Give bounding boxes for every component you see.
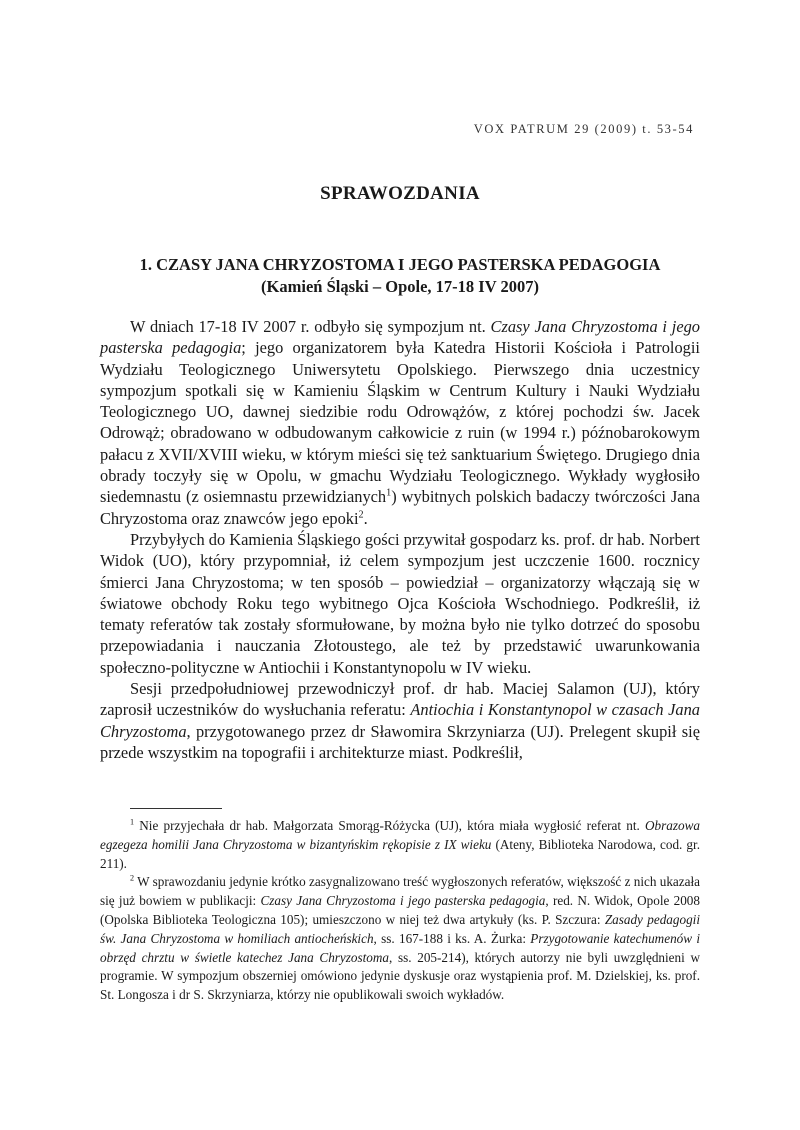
footnote-number: 2	[130, 874, 135, 883]
body-paragraph	[100, 316, 700, 529]
text-run: .	[363, 508, 368, 528]
footnote-number: 1	[130, 817, 135, 827]
text-run: , ss. 167-188 i ks. A. Żurka:	[373, 930, 531, 946]
article-title	[100, 254, 700, 298]
text-run: , red. N. Widok, Opole 2008 (Opolska Biblioteka Teologiczna 105); umieszczono w niej też dwa artykuły (ks. P. Szczura:	[100, 893, 700, 927]
running-head: VOX PATRUM 29 (2009) t. 53-54	[473, 122, 694, 136]
text-run: , ss. 205-214), których autorzy nie byli uwzględnieni w programie. W sympozjum obszerniej omówiono jedynie dyskusje oraz wystąpienia prof. M. Dzielskiej, ks. prof. St. Longosza i dr S. Skrzyniarza, którzy nie opublikowali swoich wykładów.	[100, 949, 700, 1003]
text-run: Nie przyjechała dr hab. Małgorzata Smorąg-Różycka (UJ), która miała wygłosić referat nt.	[134, 818, 646, 833]
article-title-ref: Przygotowanie katechumenów i obrzęd chrztu w świetle katechez Jana Chryzostoma	[100, 930, 700, 965]
footnote-ref[interactable]: 2	[358, 509, 364, 521]
article-title-line: 1. CZASY JANA CHRYZOSTOMA I JEGO PASTERSKA PEDAGOGIA	[139, 255, 661, 274]
article-body	[100, 316, 700, 763]
section-title: SPRAWOZDANIA	[320, 183, 480, 204]
text-run: Sesji przedpołudniowej przewodniczył prof. dr hab. Maciej Salamon (UJ), który zaprosił uczestników do wysłuchania referatu:	[100, 679, 700, 720]
footnote	[100, 873, 700, 1005]
article-title-ref: Zasady pedagogii św. Jana Chryzostoma w homiliach antiocheńskich	[100, 911, 700, 946]
text-run: , przygotowanego przez dr Sławomira Skrzyniarza (UJ). Prelegent skupił się przede wszystkim na topografii i architekturze miast. Podkreślił,	[100, 721, 700, 762]
footnote-divider	[130, 808, 222, 809]
publication-title: Czasy Jana Chryzostoma i jego pasterska pedagogia	[260, 893, 546, 909]
footnote-ref[interactable]: 1	[386, 487, 392, 499]
footnote	[100, 817, 700, 873]
body-paragraph	[100, 678, 700, 763]
text-run: ; jego organizatorem była Katedra Historii Kościoła i Patrologii Wydziału Teologicznego Uniwersytetu Opolskiego. Pierwszego dnia uczestnicy sympozjum spotkali się w Kamieniu Śląskim w Centrum Kultury i Nauki Wydziału Teologicznego UO, dawnej siedzibie rodu Odrowążów, z której pochodzi św. Jacek Odrowąż; obradowano w odbudowanym całkowicie z ruin (w 1994 r.) późnobarokowym pałacu z XVII/XVIII wieku, w którym mieści się też sanktuarium Świętego. Drugiego dnia obrady toczyły się w Opolu, w gmachu Wydziału Teologicznego. Wykłady wygłosiło siedemnastu (z osiemnastu przewidzianych	[100, 338, 700, 507]
footnotes	[100, 817, 700, 1005]
body-paragraph: Przybyłych do Kamienia Śląskiego gości przywitał gospodarz ks. prof. dr hab. Norbert Widok (UO), który przypomniał, iż celem sympozjum jest uczczenie 1600. rocznicy śmierci Jana Chryzostoma; w ten sposób – powiedział – organizatorzy włączają się w światowe obchody Roku tego wybitnego Ojca Kościoła Wschodniego. Podkreślił, iż tematy referatów tak zostały sformułowane, by można było nie tylko dotrzeć do sposobu przepowiadania i nauczania Złotoustego, ale też by przedstawić uwarunkowania społeczno-polityczne w Antiochii i Konstantynopolu w IV wieku.	[100, 529, 700, 677]
article-subtitle-line: (Kamień Śląski – Opole, 17-18 IV 2007)	[261, 277, 539, 296]
text-run: ) wybitnych polskich badaczy twórczości Jana Chryzostoma oraz znawców jego epoki	[100, 487, 700, 528]
lecture-title: Antiochia i Konstantynopol w czasach Jana Chryzostoma	[100, 700, 700, 741]
text-run: W sprawozdaniu jedynie krótko zasygnalizowano treść wygłoszonych referatów, większość z nich ukazała się już bowiem w publikacji:	[100, 874, 700, 909]
text-run: W dniach 17-18 IV 2007 r. odbyło się sympozjum nt.	[130, 317, 491, 336]
text-run: (Ateny, Biblioteka Narodowa, cod. gr. 211).	[100, 836, 700, 871]
lecture-title: Obrazowa egzegeza homilii Jana Chryzostoma w bizantyńskim rękopisie z IX wieku	[100, 818, 700, 852]
symposium-title: Czasy Jana Chryzostoma i jego pasterska pedagogia	[100, 317, 700, 358]
